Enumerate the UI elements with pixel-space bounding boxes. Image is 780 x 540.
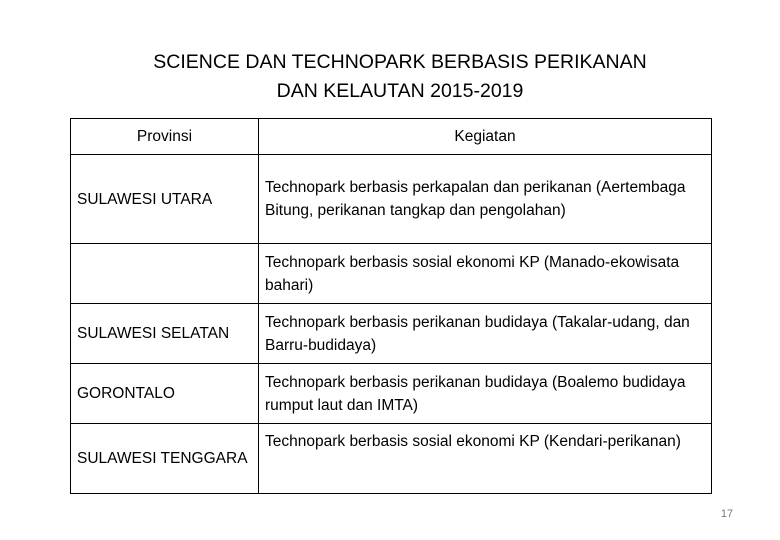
page-number: 17 [720,508,734,520]
header-kegiatan: Kegiatan [259,119,712,155]
title-line-1: SCIENCE DAN TECHNOPARK BERBASIS PERIKANAN [153,51,647,73]
table-row [71,424,712,494]
cell-kegiatan: Technopark berbasis sosial ekonomi KP (Manado-ekowisata bahari) [259,244,712,304]
cell-provinsi: SULAWESI TENGGARA [71,424,259,494]
table-row [71,244,712,304]
cell-kegiatan: Technopark berbasis perikanan budidaya (Boalemo budidaya rumput laut dan IMTA) [259,364,712,424]
cell-provinsi [71,244,259,304]
table-row [71,155,712,244]
header-provinsi: Provinsi [71,119,259,155]
title-line-2: DAN KELAUTAN 2015-2019 [276,80,524,102]
cell-provinsi: GORONTALO [71,364,259,424]
slide-title [0,48,780,106]
technopark-table [70,118,712,494]
table-row [71,364,712,424]
cell-provinsi: SULAWESI SELATAN [71,304,259,364]
cell-kegiatan: Technopark berbasis perkapalan dan perikanan (Aertembaga Bitung, perikanan tangkap dan pengolahan) [259,155,712,244]
table-row [71,304,712,364]
table-header-row [71,119,712,155]
cell-provinsi: SULAWESI UTARA [71,155,259,244]
cell-kegiatan: Technopark berbasis sosial ekonomi KP (Kendari-perikanan) [259,424,712,494]
cell-kegiatan: Technopark berbasis perikanan budidaya (Takalar-udang, dan Barru-budidaya) [259,304,712,364]
